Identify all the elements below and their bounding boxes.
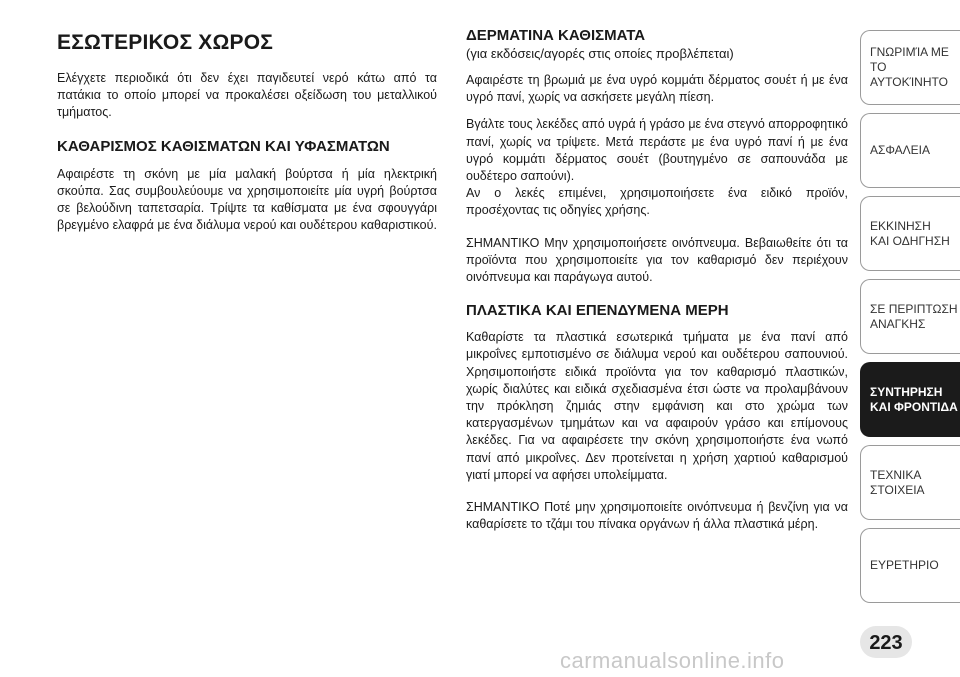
tab-technical-data[interactable] [860, 445, 960, 520]
tab-label: ΣΥΝΤΗΡΗΣΗ ΚΑΙ ΦΡΟΝΤΙΔΑ [870, 384, 958, 414]
tab-label: ΓΝΩΡΙΜΊΑ ΜΕ ΤΟ ΑΥΤΟΚΊΝΗΤΟ [870, 45, 949, 89]
right-column [466, 26, 848, 543]
page-title: ΕΣΩΤΕΡΙΚΟΣ ΧΩΡΟΣ [57, 31, 274, 54]
intro-paragraph: Ελέγχετε περιοδικά ότι δεν έχει παγιδευτεί νερό κάτω από τα πατάκια το οποίο μπορεί να προκαλέσει οξείδωση του μεταλλικού τμήματος. [57, 71, 437, 120]
section-title-leather: ΔΕΡΜΑΤΙΝΑ ΚΑΘΙΣΜΑΤΑ [466, 27, 646, 44]
tab-know-car[interactable] [860, 30, 960, 105]
tab-label: ΣΕ ΠΕΡΙΠΤΩΣΗ ΑΝΑΓΚΗΣ [870, 301, 958, 331]
tab-starting-driving[interactable] [860, 196, 960, 271]
chapter-tabs [860, 30, 960, 611]
tab-safety[interactable] [860, 113, 960, 188]
tab-index[interactable] [860, 528, 960, 603]
tab-label: ΕΥΡΕΤΗΡΙΟ [870, 558, 939, 572]
leather-paragraph-3: Αν ο λεκές επιμένει, χρησιμοποιήσετε ένα ειδικό προϊόν, προσέχοντας τις οδηγίες χρήσης. [466, 186, 848, 218]
note-petrol: ΣΗΜΑΝΤΙΚΟ Ποτέ μην χρησιμοποιείτε οινόπνευμα ή βενζίνη για να καθαρίσετε το τζάμι του πίνακα οργάνων ή άλλα πλαστικά μέρη. [466, 500, 848, 532]
left-column [57, 30, 437, 244]
leather-paragraph-1: Αφαιρέστε τη βρωμιά με ένα υγρό κομμάτι δέρματος σουέτ ή με ένα υγρό πανί, χωρίς να ασκήσετε μεγάλη πίεση. [466, 73, 848, 105]
note-alcohol: ΣΗΜΑΝΤΙΚΟ Μην χρησιμοποιήσετε οινόπνευμα. Βεβαιωθείτε ότι τα προϊόντα που χρησιμοποιείτε για τον καθαρισμό δεν περιέχουν οινόπνευμα και παράγωγα αυτού. [466, 235, 848, 285]
leather-subtitle: (για εκδόσεις/αγορές στις οποίες προβλέπεται) [466, 46, 734, 61]
section-title-seats: ΚΑΘΑΡΙΣΜΟΣ ΚΑΘΙΣΜΑΤΩΝ ΚΑΙ ΥΦΑΣΜΑΤΩΝ [57, 137, 390, 155]
watermark: carmanualsonline.info [560, 648, 785, 673]
tab-maintenance[interactable] [860, 362, 960, 437]
tab-emergency[interactable] [860, 279, 960, 354]
tab-label: ΑΣΦΑΛΕΙΑ [870, 143, 931, 157]
leather-paragraph-2: Βγάλτε τους λεκέδες από υγρά ή γράσο με ένα στεγνό απορροφητικό πανί, χωρίς να τρίψετε. Μετά περάστε με ένα υγρό πανί ή με ένα υγρό κομμάτι δέρματος σουέτ (βουτηγμένο σε σαπουνάδα με ουδέτερο σαπούνι). [466, 117, 848, 184]
tab-label: ΤΕΧΝΙΚΑ ΣΤΟΙΧΕΙΑ [870, 467, 925, 497]
page-number: 223 [869, 632, 903, 654]
section-title-plastic: ΠΛΑΣΤΙΚΑ ΚΑΙ ΕΠΕΝΔΥΜΕΝΑ ΜΕΡΗ [466, 302, 729, 320]
tab-label: ΕΚΚΙΝΗΣΗ ΚΑΙ ΟΔΗΓΗΣΗ [870, 218, 950, 248]
plastic-paragraph: Καθαρίστε τα πλαστικά εσωτερικά τμήματα με ένα πανί από μικροΐνες εμποτισμένο σε διάλυμα νερού και ουδέτερου σαπουνιού. Χρησιμοποιήστε ειδικά προϊόντα για τον καθαρισμό πλαστικών, χωρίς διαλύτες και ειδικά σχεδιασμένα έτσι ώστε να προλαμβάνουν την πρόκληση ζημιάς στην εμφάνιση και στο χρώμα των κατεργασμένων τμημάτων και να αφαιρούν γράσο και επίμονους λεκέδες. Για να αφαιρέσετε την σκόνη χρησιμοποιήστε ένα νωπό πανί από μικροΐνες. Δεν προτείνεται η χρήση χαρτιού καθαρισμού γιατί μπορεί να αφήσει υπολείμματα. [466, 330, 848, 482]
seats-paragraph: Αφαιρέστε τη σκόνη με μία μαλακή βούρτσα ή μία ηλεκτρική σκούπα. Σας συμβουλεύουμε να χρησιμοποιείτε μία υγρή βούρτσα σε βελούδινη ταπετσαρία. Τρίψτε τα καθίσματα με ένα σφουγγάρι βρεγμένο ελαφρά με ένα διάλυμα νερού και ουδέτερου καθαριστικού. [57, 166, 437, 233]
